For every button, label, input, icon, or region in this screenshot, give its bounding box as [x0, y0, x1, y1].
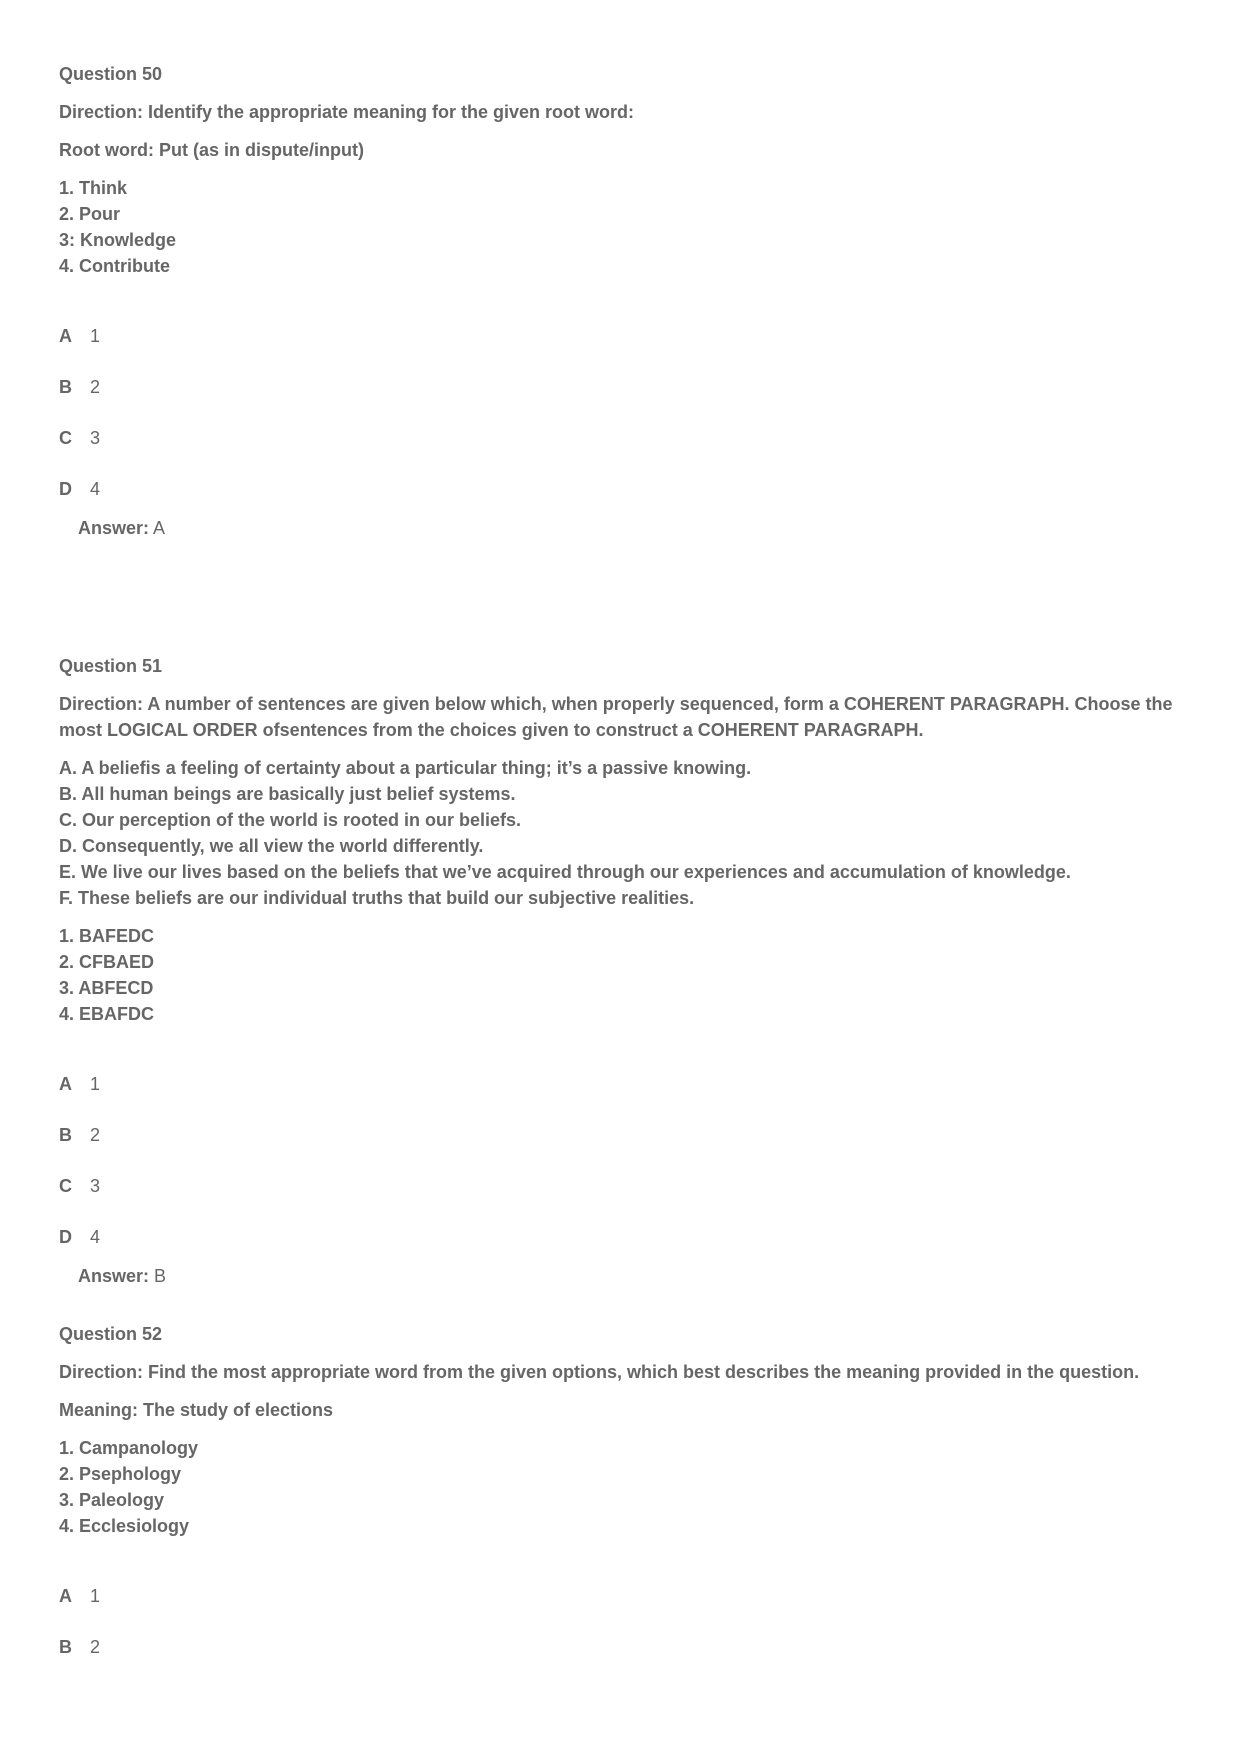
option-value: 1 — [90, 1074, 101, 1094]
question-prompt: Root word: Put (as in dispute/input) — [59, 140, 364, 160]
option-c[interactable] — [59, 1173, 1179, 1224]
sentence-item: E. We live our lives based on the beliefs that we’ve acquired through our experiences and accumulation of knowledge. — [59, 862, 1071, 882]
question-direction: Direction: Find the most appropriate word from the given options, which best describes the meaning provided in the question. — [59, 1362, 1140, 1382]
choice-item: 1. Campanology — [59, 1438, 199, 1458]
sentence-item: C. Our perception of the world is rooted in our beliefs. — [59, 810, 522, 830]
answer-options — [59, 1071, 1179, 1275]
option-a[interactable] — [59, 1583, 1179, 1634]
choice-list — [59, 175, 1179, 279]
answer-label: Answer: — [78, 518, 150, 538]
option-value: 4 — [90, 479, 101, 499]
option-value: 3 — [90, 1176, 101, 1196]
choice-list — [59, 1435, 1179, 1539]
choice-item: 2. Psephology — [59, 1464, 182, 1484]
question-50 — [59, 61, 1179, 541]
option-b[interactable] — [59, 1122, 1179, 1173]
question-prompt: Meaning: The study of elections — [59, 1400, 334, 1420]
sentence-list — [59, 755, 1179, 911]
question-title: Question 50 — [59, 64, 163, 84]
option-a[interactable] — [59, 1071, 1179, 1122]
option-letter: B — [59, 1125, 72, 1145]
option-value: 3 — [90, 428, 101, 448]
option-value: 4 — [90, 1227, 101, 1247]
option-c[interactable] — [59, 425, 1179, 476]
choice-item: 4. Contribute — [59, 256, 170, 276]
choice-item: 1. BAFEDC — [59, 926, 155, 946]
choice-item: 4. Ecclesiology — [59, 1516, 190, 1536]
option-letter: D — [59, 479, 72, 499]
sentence-item: F. These beliefs are our individual truths that build our subjective realities. — [59, 888, 695, 908]
option-b[interactable] — [59, 1634, 1179, 1685]
option-value: 1 — [90, 326, 101, 346]
choice-item: 2. Pour — [59, 204, 121, 224]
question-title: Question 52 — [59, 1324, 163, 1344]
answer-options — [59, 1583, 1179, 1685]
option-letter: C — [59, 428, 72, 448]
option-letter: A — [59, 326, 72, 346]
answer-options — [59, 323, 1179, 527]
sentence-item: A. A beliefis a feeling of certainty about a particular thing; it’s a passive knowing. — [59, 758, 752, 778]
answer-value: B — [154, 1266, 167, 1286]
option-letter: B — [59, 377, 72, 397]
option-value: 2 — [90, 1637, 101, 1657]
option-value: 1 — [90, 1586, 101, 1606]
option-a[interactable] — [59, 323, 1179, 374]
option-letter: A — [59, 1586, 72, 1606]
choice-item: 1. Think — [59, 178, 128, 198]
answer-value: A — [153, 518, 166, 538]
answer-line — [78, 1263, 1179, 1289]
sentence-item: B. All human beings are basically just belief systems. — [59, 784, 516, 804]
option-letter: B — [59, 1637, 72, 1657]
choice-item: 2. CFBAED — [59, 952, 155, 972]
option-letter: D — [59, 1227, 72, 1247]
question-direction: Direction: Identify the appropriate meaning for the given root word: — [59, 102, 635, 122]
option-value: 2 — [90, 1125, 101, 1145]
choice-item: 4. EBAFDC — [59, 1004, 155, 1024]
choice-item: 3. ABFECD — [59, 978, 154, 998]
question-title: Question 51 — [59, 656, 163, 676]
option-letter: A — [59, 1074, 72, 1094]
option-letter: C — [59, 1176, 72, 1196]
option-value: 2 — [90, 377, 101, 397]
sentence-item: D. Consequently, we all view the world differently. — [59, 836, 484, 856]
answer-line — [78, 515, 1179, 541]
choice-list — [59, 923, 1179, 1027]
question-51 — [59, 653, 1179, 1289]
question-52 — [59, 1321, 1179, 1685]
choice-item: 3. Paleology — [59, 1490, 165, 1510]
option-b[interactable] — [59, 374, 1179, 425]
question-direction: Direction: A number of sentences are given below which, when properly sequenced, form a COHERENT PARAGRAPH. Choose the most LOGICAL ORDER ofsentences from the choices given to construct a COHERENT PARAGRAPH. — [59, 694, 1173, 740]
choice-item: 3: Knowledge — [59, 230, 177, 250]
answer-label: Answer: — [78, 1266, 150, 1286]
